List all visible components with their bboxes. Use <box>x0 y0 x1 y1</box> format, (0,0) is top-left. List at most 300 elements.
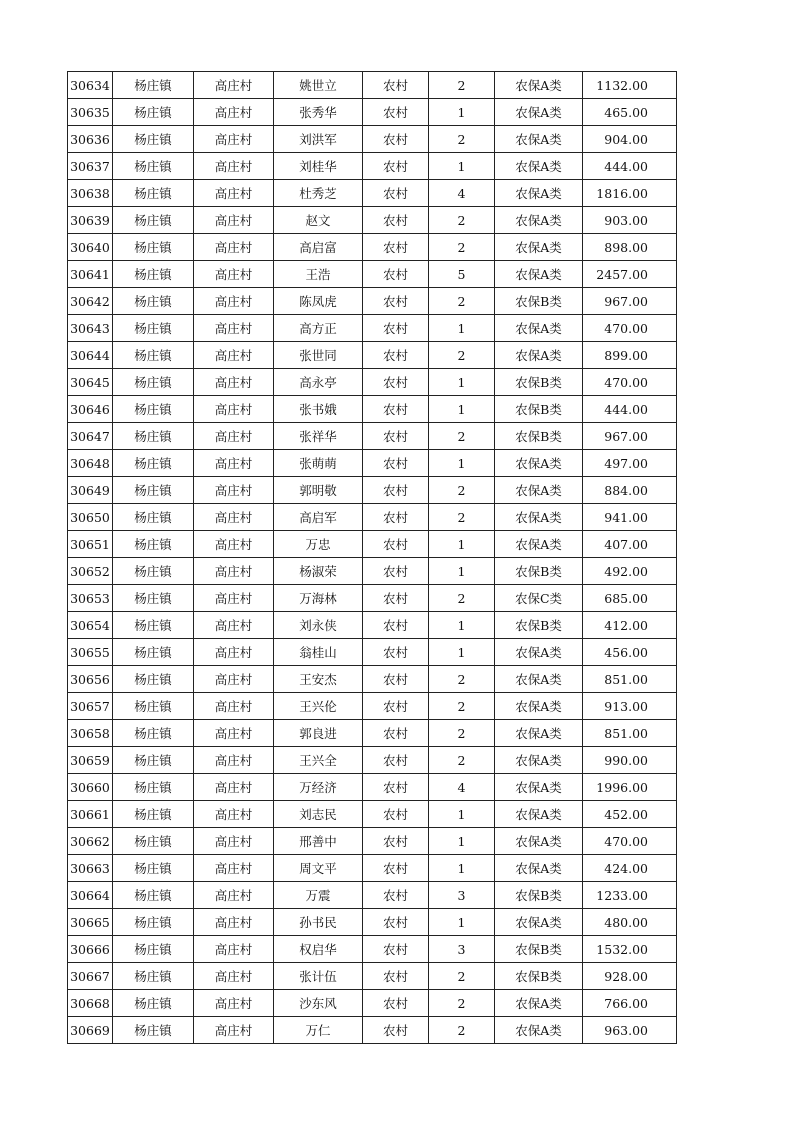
village-cell: 高庄村 <box>194 153 274 180</box>
village-cell: 高庄村 <box>194 1017 274 1044</box>
area-type-cell: 农村 <box>363 990 429 1017</box>
village-cell: 高庄村 <box>194 882 274 909</box>
town-cell: 杨庄镇 <box>113 396 194 423</box>
name-cell: 杜秀芝 <box>274 180 363 207</box>
area-type-cell: 农村 <box>363 153 429 180</box>
village-cell: 高庄村 <box>194 261 274 288</box>
area-type-cell: 农村 <box>363 936 429 963</box>
name-cell: 陈凤虎 <box>274 288 363 315</box>
name-cell: 万震 <box>274 882 363 909</box>
village-cell: 高庄村 <box>194 477 274 504</box>
insurance-class-cell: 农保A类 <box>495 720 583 747</box>
amount-cell: 899.00 <box>583 342 677 369</box>
village-cell: 高庄村 <box>194 963 274 990</box>
record-id-cell: 30638 <box>68 180 113 207</box>
insurance-class-cell: 农保A类 <box>495 99 583 126</box>
name-cell: 刘志民 <box>274 801 363 828</box>
table-row <box>68 882 677 909</box>
name-cell: 孙书民 <box>274 909 363 936</box>
town-cell: 杨庄镇 <box>113 909 194 936</box>
name-cell: 刘洪军 <box>274 126 363 153</box>
table-row <box>68 990 677 1017</box>
insurance-class-cell: 农保A类 <box>495 774 583 801</box>
name-cell: 邢善中 <box>274 828 363 855</box>
table-row <box>68 747 677 774</box>
town-cell: 杨庄镇 <box>113 693 194 720</box>
household-count-cell: 2 <box>429 747 495 774</box>
name-cell: 高启军 <box>274 504 363 531</box>
name-cell: 万仁 <box>274 1017 363 1044</box>
table-row <box>68 666 677 693</box>
name-cell: 高启富 <box>274 234 363 261</box>
household-count-cell: 2 <box>429 207 495 234</box>
town-cell: 杨庄镇 <box>113 531 194 558</box>
record-id-cell: 30651 <box>68 531 113 558</box>
amount-cell: 424.00 <box>583 855 677 882</box>
area-type-cell: 农村 <box>363 585 429 612</box>
insurance-class-cell: 农保A类 <box>495 234 583 261</box>
table-row <box>68 558 677 585</box>
amount-cell: 851.00 <box>583 720 677 747</box>
town-cell: 杨庄镇 <box>113 1017 194 1044</box>
area-type-cell: 农村 <box>363 666 429 693</box>
record-id-cell: 30669 <box>68 1017 113 1044</box>
area-type-cell: 农村 <box>363 504 429 531</box>
household-count-cell: 1 <box>429 369 495 396</box>
household-count-cell: 2 <box>429 342 495 369</box>
amount-cell: 470.00 <box>583 828 677 855</box>
town-cell: 杨庄镇 <box>113 585 194 612</box>
name-cell: 刘永侠 <box>274 612 363 639</box>
area-type-cell: 农村 <box>363 396 429 423</box>
record-id-cell: 30668 <box>68 990 113 1017</box>
insurance-class-cell: 农保A类 <box>495 72 583 99</box>
town-cell: 杨庄镇 <box>113 639 194 666</box>
name-cell: 张秀华 <box>274 99 363 126</box>
town-cell: 杨庄镇 <box>113 153 194 180</box>
insurance-class-cell: 农保A类 <box>495 747 583 774</box>
household-count-cell: 1 <box>429 99 495 126</box>
household-count-cell: 2 <box>429 585 495 612</box>
area-type-cell: 农村 <box>363 234 429 261</box>
insurance-class-cell: 农保B类 <box>495 396 583 423</box>
village-cell: 高庄村 <box>194 828 274 855</box>
insurance-class-cell: 农保A类 <box>495 126 583 153</box>
record-id-cell: 30647 <box>68 423 113 450</box>
amount-cell: 990.00 <box>583 747 677 774</box>
area-type-cell: 农村 <box>363 963 429 990</box>
insurance-class-cell: 农保A类 <box>495 855 583 882</box>
area-type-cell: 农村 <box>363 747 429 774</box>
town-cell: 杨庄镇 <box>113 774 194 801</box>
village-cell: 高庄村 <box>194 450 274 477</box>
village-cell: 高庄村 <box>194 72 274 99</box>
name-cell: 翁桂山 <box>274 639 363 666</box>
table-row <box>68 288 677 315</box>
village-cell: 高庄村 <box>194 504 274 531</box>
name-cell: 姚世立 <box>274 72 363 99</box>
amount-cell: 1996.00 <box>583 774 677 801</box>
household-count-cell: 2 <box>429 126 495 153</box>
records-table <box>67 71 677 1044</box>
town-cell: 杨庄镇 <box>113 342 194 369</box>
amount-cell: 1233.00 <box>583 882 677 909</box>
area-type-cell: 农村 <box>363 423 429 450</box>
village-cell: 高庄村 <box>194 855 274 882</box>
area-type-cell: 农村 <box>363 315 429 342</box>
amount-cell: 452.00 <box>583 801 677 828</box>
name-cell: 王浩 <box>274 261 363 288</box>
amount-cell: 1532.00 <box>583 936 677 963</box>
insurance-class-cell: 农保A类 <box>495 180 583 207</box>
name-cell: 郭明敬 <box>274 477 363 504</box>
town-cell: 杨庄镇 <box>113 801 194 828</box>
village-cell: 高庄村 <box>194 396 274 423</box>
table-row <box>68 396 677 423</box>
village-cell: 高庄村 <box>194 126 274 153</box>
town-cell: 杨庄镇 <box>113 180 194 207</box>
area-type-cell: 农村 <box>363 882 429 909</box>
insurance-class-cell: 农保A类 <box>495 801 583 828</box>
area-type-cell: 农村 <box>363 558 429 585</box>
table-row <box>68 720 677 747</box>
household-count-cell: 5 <box>429 261 495 288</box>
amount-cell: 851.00 <box>583 666 677 693</box>
table-row <box>68 99 677 126</box>
area-type-cell: 农村 <box>363 531 429 558</box>
insurance-class-cell: 农保A类 <box>495 153 583 180</box>
table-row <box>68 801 677 828</box>
household-count-cell: 1 <box>429 531 495 558</box>
village-cell: 高庄村 <box>194 99 274 126</box>
town-cell: 杨庄镇 <box>113 504 194 531</box>
area-type-cell: 农村 <box>363 207 429 234</box>
record-id-cell: 30645 <box>68 369 113 396</box>
town-cell: 杨庄镇 <box>113 666 194 693</box>
record-id-cell: 30667 <box>68 963 113 990</box>
insurance-class-cell: 农保B类 <box>495 288 583 315</box>
insurance-class-cell: 农保A类 <box>495 450 583 477</box>
village-cell: 高庄村 <box>194 315 274 342</box>
record-id-cell: 30663 <box>68 855 113 882</box>
name-cell: 周文平 <box>274 855 363 882</box>
insurance-class-cell: 农保A类 <box>495 342 583 369</box>
area-type-cell: 农村 <box>363 612 429 639</box>
record-id-cell: 30636 <box>68 126 113 153</box>
household-count-cell: 2 <box>429 963 495 990</box>
area-type-cell: 农村 <box>363 261 429 288</box>
amount-cell: 967.00 <box>583 423 677 450</box>
table-row <box>68 909 677 936</box>
record-id-cell: 30659 <box>68 747 113 774</box>
town-cell: 杨庄镇 <box>113 423 194 450</box>
area-type-cell: 农村 <box>363 369 429 396</box>
insurance-class-cell: 农保B类 <box>495 963 583 990</box>
household-count-cell: 4 <box>429 774 495 801</box>
village-cell: 高庄村 <box>194 585 274 612</box>
table-row <box>68 72 677 99</box>
record-id-cell: 30661 <box>68 801 113 828</box>
record-id-cell: 30646 <box>68 396 113 423</box>
record-id-cell: 30637 <box>68 153 113 180</box>
record-id-cell: 30660 <box>68 774 113 801</box>
table-row <box>68 261 677 288</box>
household-count-cell: 2 <box>429 423 495 450</box>
amount-cell: 898.00 <box>583 234 677 261</box>
name-cell: 赵文 <box>274 207 363 234</box>
area-type-cell: 农村 <box>363 99 429 126</box>
village-cell: 高庄村 <box>194 639 274 666</box>
village-cell: 高庄村 <box>194 774 274 801</box>
household-count-cell: 1 <box>429 801 495 828</box>
village-cell: 高庄村 <box>194 207 274 234</box>
amount-cell: 2457.00 <box>583 261 677 288</box>
name-cell: 万经济 <box>274 774 363 801</box>
village-cell: 高庄村 <box>194 180 274 207</box>
record-id-cell: 30641 <box>68 261 113 288</box>
insurance-class-cell: 农保A类 <box>495 990 583 1017</box>
insurance-class-cell: 农保B类 <box>495 423 583 450</box>
household-count-cell: 2 <box>429 693 495 720</box>
town-cell: 杨庄镇 <box>113 936 194 963</box>
area-type-cell: 农村 <box>363 909 429 936</box>
record-id-cell: 30658 <box>68 720 113 747</box>
town-cell: 杨庄镇 <box>113 234 194 261</box>
name-cell: 刘桂华 <box>274 153 363 180</box>
town-cell: 杨庄镇 <box>113 828 194 855</box>
record-id-cell: 30653 <box>68 585 113 612</box>
amount-cell: 465.00 <box>583 99 677 126</box>
area-type-cell: 农村 <box>363 126 429 153</box>
household-count-cell: 2 <box>429 1017 495 1044</box>
amount-cell: 1132.00 <box>583 72 677 99</box>
town-cell: 杨庄镇 <box>113 315 194 342</box>
amount-cell: 480.00 <box>583 909 677 936</box>
record-id-cell: 30648 <box>68 450 113 477</box>
insurance-class-cell: 农保B类 <box>495 369 583 396</box>
name-cell: 张萌萌 <box>274 450 363 477</box>
table-row <box>68 342 677 369</box>
insurance-class-cell: 农保A类 <box>495 666 583 693</box>
area-type-cell: 农村 <box>363 72 429 99</box>
village-cell: 高庄村 <box>194 342 274 369</box>
household-count-cell: 1 <box>429 828 495 855</box>
name-cell: 郭良进 <box>274 720 363 747</box>
village-cell: 高庄村 <box>194 369 274 396</box>
town-cell: 杨庄镇 <box>113 261 194 288</box>
area-type-cell: 农村 <box>363 720 429 747</box>
table-row <box>68 477 677 504</box>
village-cell: 高庄村 <box>194 531 274 558</box>
town-cell: 杨庄镇 <box>113 963 194 990</box>
household-count-cell: 2 <box>429 234 495 261</box>
name-cell: 高永亭 <box>274 369 363 396</box>
amount-cell: 444.00 <box>583 153 677 180</box>
table-row <box>68 828 677 855</box>
insurance-class-cell: 农保B类 <box>495 882 583 909</box>
household-count-cell: 4 <box>429 180 495 207</box>
village-cell: 高庄村 <box>194 666 274 693</box>
table-row <box>68 639 677 666</box>
table-row <box>68 612 677 639</box>
amount-cell: 412.00 <box>583 612 677 639</box>
table-row <box>68 936 677 963</box>
town-cell: 杨庄镇 <box>113 126 194 153</box>
town-cell: 杨庄镇 <box>113 720 194 747</box>
table-row <box>68 153 677 180</box>
area-type-cell: 农村 <box>363 855 429 882</box>
area-type-cell: 农村 <box>363 450 429 477</box>
town-cell: 杨庄镇 <box>113 207 194 234</box>
village-cell: 高庄村 <box>194 801 274 828</box>
record-id-cell: 30666 <box>68 936 113 963</box>
name-cell: 权启华 <box>274 936 363 963</box>
area-type-cell: 农村 <box>363 774 429 801</box>
record-id-cell: 30654 <box>68 612 113 639</box>
town-cell: 杨庄镇 <box>113 612 194 639</box>
name-cell: 张计伍 <box>274 963 363 990</box>
table-row <box>68 531 677 558</box>
record-id-cell: 30635 <box>68 99 113 126</box>
record-id-cell: 30655 <box>68 639 113 666</box>
area-type-cell: 农村 <box>363 1017 429 1044</box>
record-id-cell: 30642 <box>68 288 113 315</box>
table-row <box>68 450 677 477</box>
table-body <box>68 72 677 1044</box>
town-cell: 杨庄镇 <box>113 450 194 477</box>
amount-cell: 904.00 <box>583 126 677 153</box>
insurance-class-cell: 农保A类 <box>495 261 583 288</box>
amount-cell: 685.00 <box>583 585 677 612</box>
insurance-class-cell: 农保A类 <box>495 1017 583 1044</box>
household-count-cell: 1 <box>429 396 495 423</box>
village-cell: 高庄村 <box>194 720 274 747</box>
household-count-cell: 1 <box>429 315 495 342</box>
amount-cell: 497.00 <box>583 450 677 477</box>
amount-cell: 903.00 <box>583 207 677 234</box>
household-count-cell: 2 <box>429 477 495 504</box>
record-id-cell: 30650 <box>68 504 113 531</box>
name-cell: 张祥华 <box>274 423 363 450</box>
town-cell: 杨庄镇 <box>113 72 194 99</box>
household-count-cell: 3 <box>429 936 495 963</box>
amount-cell: 963.00 <box>583 1017 677 1044</box>
household-count-cell: 2 <box>429 990 495 1017</box>
insurance-class-cell: 农保A类 <box>495 531 583 558</box>
table-row <box>68 1017 677 1044</box>
name-cell: 万海林 <box>274 585 363 612</box>
area-type-cell: 农村 <box>363 693 429 720</box>
amount-cell: 766.00 <box>583 990 677 1017</box>
record-id-cell: 30664 <box>68 882 113 909</box>
name-cell: 杨淑荣 <box>274 558 363 585</box>
insurance-class-cell: 农保B类 <box>495 936 583 963</box>
record-id-cell: 30657 <box>68 693 113 720</box>
record-id-cell: 30639 <box>68 207 113 234</box>
insurance-class-cell: 农保C类 <box>495 585 583 612</box>
table-row <box>68 126 677 153</box>
village-cell: 高庄村 <box>194 423 274 450</box>
insurance-class-cell: 农保A类 <box>495 639 583 666</box>
amount-cell: 470.00 <box>583 315 677 342</box>
table-row <box>68 504 677 531</box>
name-cell: 张世同 <box>274 342 363 369</box>
town-cell: 杨庄镇 <box>113 882 194 909</box>
household-count-cell: 1 <box>429 855 495 882</box>
amount-cell: 928.00 <box>583 963 677 990</box>
household-count-cell: 2 <box>429 504 495 531</box>
area-type-cell: 农村 <box>363 288 429 315</box>
table-row <box>68 369 677 396</box>
village-cell: 高庄村 <box>194 936 274 963</box>
village-cell: 高庄村 <box>194 612 274 639</box>
insurance-class-cell: 农保A类 <box>495 207 583 234</box>
area-type-cell: 农村 <box>363 180 429 207</box>
table-row <box>68 315 677 342</box>
household-count-cell: 3 <box>429 882 495 909</box>
household-count-cell: 2 <box>429 288 495 315</box>
town-cell: 杨庄镇 <box>113 369 194 396</box>
town-cell: 杨庄镇 <box>113 990 194 1017</box>
household-count-cell: 1 <box>429 639 495 666</box>
household-count-cell: 1 <box>429 153 495 180</box>
amount-cell: 492.00 <box>583 558 677 585</box>
village-cell: 高庄村 <box>194 234 274 261</box>
record-id-cell: 30640 <box>68 234 113 261</box>
record-id-cell: 30643 <box>68 315 113 342</box>
village-cell: 高庄村 <box>194 747 274 774</box>
amount-cell: 456.00 <box>583 639 677 666</box>
table-row <box>68 585 677 612</box>
insurance-class-cell: 农保A类 <box>495 504 583 531</box>
name-cell: 王安杰 <box>274 666 363 693</box>
village-cell: 高庄村 <box>194 288 274 315</box>
area-type-cell: 农村 <box>363 477 429 504</box>
household-count-cell: 1 <box>429 450 495 477</box>
name-cell: 王兴全 <box>274 747 363 774</box>
household-count-cell: 1 <box>429 558 495 585</box>
area-type-cell: 农村 <box>363 801 429 828</box>
area-type-cell: 农村 <box>363 828 429 855</box>
table-row <box>68 693 677 720</box>
amount-cell: 884.00 <box>583 477 677 504</box>
name-cell: 王兴伦 <box>274 693 363 720</box>
household-count-cell: 2 <box>429 720 495 747</box>
amount-cell: 444.00 <box>583 396 677 423</box>
amount-cell: 470.00 <box>583 369 677 396</box>
insurance-class-cell: 农保A类 <box>495 477 583 504</box>
record-id-cell: 30665 <box>68 909 113 936</box>
insurance-class-cell: 农保A类 <box>495 909 583 936</box>
table-row <box>68 180 677 207</box>
table-row <box>68 234 677 261</box>
town-cell: 杨庄镇 <box>113 558 194 585</box>
village-cell: 高庄村 <box>194 909 274 936</box>
table-row <box>68 855 677 882</box>
amount-cell: 913.00 <box>583 693 677 720</box>
insurance-class-cell: 农保B类 <box>495 612 583 639</box>
name-cell: 张书娥 <box>274 396 363 423</box>
village-cell: 高庄村 <box>194 990 274 1017</box>
area-type-cell: 农村 <box>363 639 429 666</box>
amount-cell: 967.00 <box>583 288 677 315</box>
insurance-class-cell: 农保B类 <box>495 558 583 585</box>
insurance-class-cell: 农保A类 <box>495 693 583 720</box>
village-cell: 高庄村 <box>194 558 274 585</box>
record-id-cell: 30662 <box>68 828 113 855</box>
household-count-cell: 1 <box>429 909 495 936</box>
record-id-cell: 30644 <box>68 342 113 369</box>
